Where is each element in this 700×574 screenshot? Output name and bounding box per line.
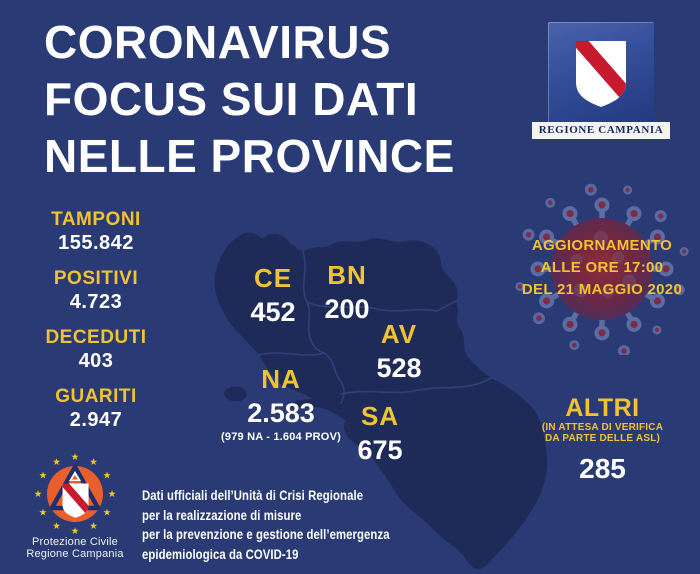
province-code: BN bbox=[327, 260, 367, 290]
disclaimer-text bbox=[142, 486, 394, 564]
stat-guariti bbox=[10, 385, 182, 444]
disclaimer-line-4: epidemiologica da COVID-19 bbox=[142, 546, 299, 562]
star-icon: ★ bbox=[102, 507, 112, 519]
disclaimer-line-1: Dati ufficiali dell’Unità di Crisi Regionale bbox=[142, 488, 364, 503]
province-na bbox=[221, 363, 341, 444]
star-icon: ★ bbox=[102, 470, 112, 482]
regione-campania-caption: REGIONE CAMPANIA bbox=[532, 122, 670, 139]
province-code: CE bbox=[253, 263, 293, 293]
star-icon: ★ bbox=[89, 457, 98, 469]
update-line-2: ALLE ORE 17:00 bbox=[540, 259, 664, 276]
star-icon: ★ bbox=[70, 526, 80, 538]
star-icon: ★ bbox=[89, 521, 98, 533]
star-icon: ★ bbox=[38, 507, 48, 519]
province-bn bbox=[302, 259, 392, 327]
campania-shield-icon bbox=[573, 38, 629, 110]
star-icon: ★ bbox=[52, 521, 61, 533]
regione-campania-logo bbox=[532, 20, 670, 140]
stat-tamponi bbox=[10, 208, 182, 267]
province-note: (979 NA - 1.604 PROV) bbox=[221, 431, 341, 443]
stat-positivi bbox=[10, 267, 182, 326]
update-line-3: DEL 21 MAGGIO 2020 bbox=[521, 281, 683, 298]
pc-logo-caption bbox=[10, 537, 140, 560]
star-icon: ★ bbox=[107, 489, 117, 501]
stat-label: POSITIVI bbox=[53, 268, 139, 289]
stat-value: 403 bbox=[78, 350, 114, 372]
stat-label: TAMPONI bbox=[51, 209, 141, 230]
stat-value: 155.842 bbox=[58, 232, 134, 254]
stat-value: 2.947 bbox=[69, 409, 123, 431]
province-value: 675 bbox=[357, 435, 403, 465]
province-av bbox=[354, 318, 444, 386]
altri-note-2: DA PARTE DELLE ASL) bbox=[544, 433, 661, 444]
province-code: NA bbox=[261, 364, 301, 394]
star-icon: ★ bbox=[52, 457, 61, 469]
province-value: 452 bbox=[250, 297, 296, 327]
altri-note-1: (IN ATTESA DI VERIFICA bbox=[541, 422, 664, 433]
disclaimer-line-2: per la realizzazione di misure bbox=[142, 507, 302, 523]
disclaimer-line-3: per la prevenzione e gestione dell’emergenza bbox=[142, 527, 390, 542]
province-code: AV bbox=[380, 319, 418, 349]
star-icon: ★ bbox=[33, 489, 43, 501]
page-title bbox=[44, 14, 455, 185]
stat-deceduti bbox=[10, 326, 182, 385]
title-line-2: FOCUS SUI DATI bbox=[44, 73, 419, 125]
title-line-3: NELLE PROVINCE bbox=[44, 130, 455, 182]
province-code: SA bbox=[360, 401, 400, 431]
pc-caption-line-1: Protezione Civile bbox=[32, 536, 118, 548]
title-line-1: CORONAVIRUS bbox=[44, 16, 392, 68]
pc-caption-line-2: Regione Campania bbox=[26, 547, 124, 560]
province-value: 200 bbox=[324, 294, 370, 324]
star-icon: ★ bbox=[70, 452, 80, 464]
stat-label: GUARITI bbox=[55, 386, 137, 407]
stat-label: DECEDUTI bbox=[45, 327, 147, 348]
province-value: 2.583 bbox=[247, 398, 315, 428]
update-badge bbox=[507, 235, 697, 301]
stats-panel bbox=[10, 208, 182, 444]
protezione-civile-logo bbox=[28, 452, 122, 538]
altri-value: 285 bbox=[579, 453, 626, 484]
altri-panel bbox=[520, 394, 685, 485]
province-value: 528 bbox=[376, 353, 422, 383]
altri-label: ALTRI bbox=[565, 394, 640, 422]
stat-value: 4.723 bbox=[69, 291, 123, 313]
star-icon: ★ bbox=[38, 470, 48, 482]
province-sa bbox=[335, 400, 425, 468]
update-line-1: AGGIORNAMENTO bbox=[531, 237, 673, 254]
